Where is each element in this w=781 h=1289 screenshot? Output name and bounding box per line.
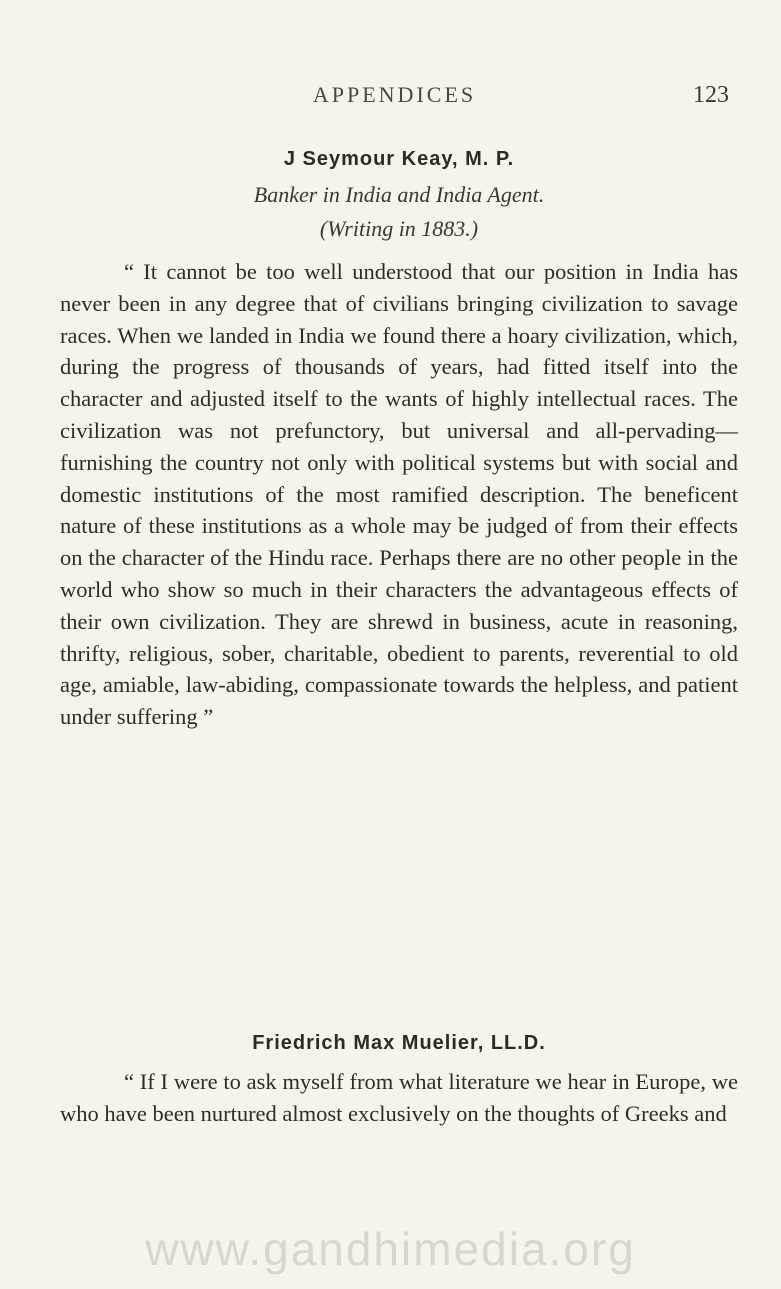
watermark: www.gandhimedia.org: [145, 1223, 636, 1275]
author-heading: J Seymour Keay, M. P.: [283, 148, 515, 170]
quote-text: “ If I were to ask myself from what literature we hear in Europe, we who have been nurtured almost exclusively on the thoughts of Greeks and: [60, 1069, 738, 1126]
author-heading: Friedrich Max Muelier, LL.D.: [252, 1032, 546, 1054]
quote-paragraph: [60, 256, 738, 733]
running-header: [60, 82, 729, 118]
quote-paragraph: [60, 1066, 738, 1130]
author-role: Banker in India and India Agent.: [253, 182, 545, 207]
writing-date: (Writing in 1883.): [319, 216, 479, 241]
page-number: 123: [693, 82, 729, 108]
quote-text: “ It cannot be too well understood that our position in India has never been in any degree that of civilians bringing civilization to savage races. When we landed in India we found there a hoary civilization, which, during the progress of thousands of years, had fitted itself into the character and adjusted itself to the wants of highly intellectual races. The civilization was not prefunctory, but universal and all-pervading—furnishing the country not only with political systems but with social and domestic institutions of the most ramified description. The beneficent nature of these institutions as a whole may be judged of from their effects on the character of the Hindu race. Perhaps there are no other people in the world who show so much in their characters the advantageous effects of their own civilization. They are shrewd in business, acute in reasoning, thrifty, religious, sober, charitable, obedient to parents, reverential to old age, amiable, law-abiding, compassionate towards the helpless, and patient under suffering ”: [60, 259, 738, 730]
header-title: APPENDICES: [312, 82, 477, 107]
